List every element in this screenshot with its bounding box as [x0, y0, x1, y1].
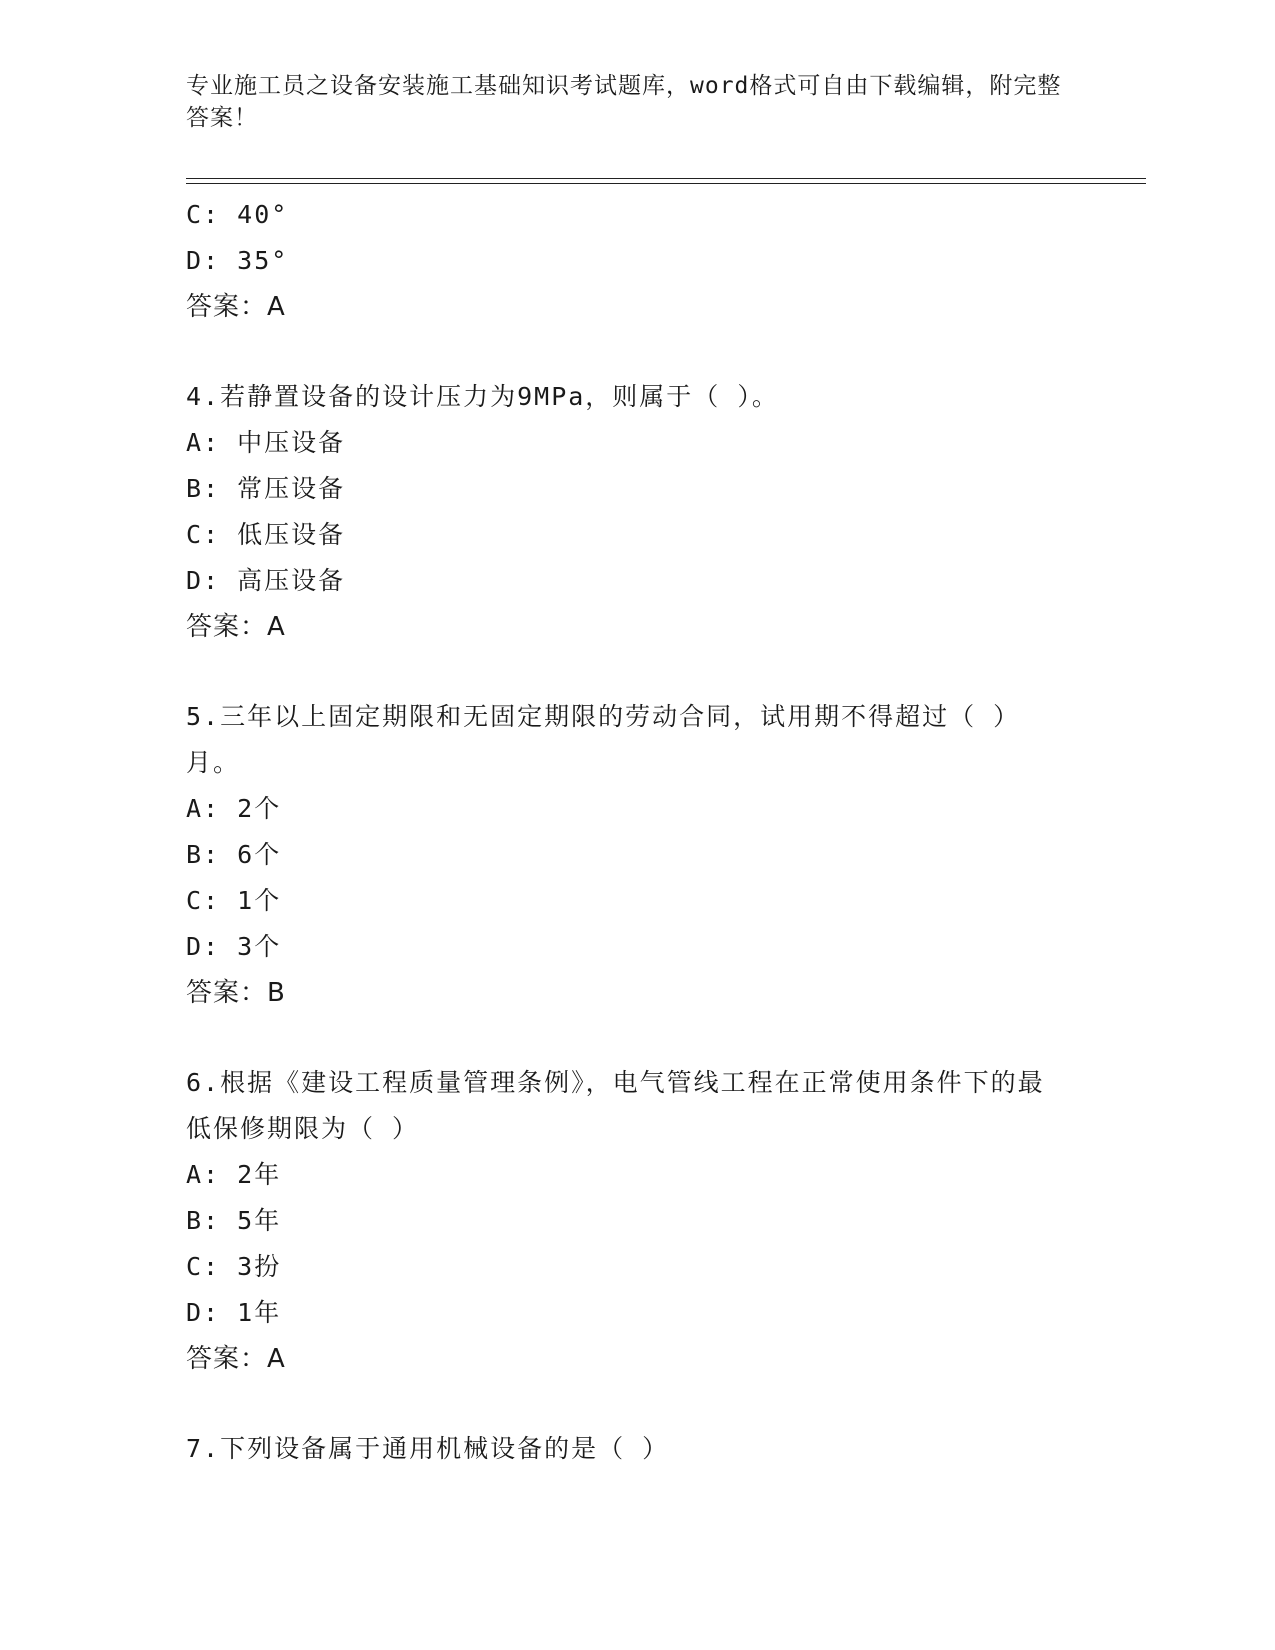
- answer-line: 答案：A: [186, 292, 286, 322]
- option-b: B: 6个: [186, 840, 282, 869]
- option-c: C: 1个: [186, 886, 282, 915]
- option-a: A: 2个: [186, 794, 282, 823]
- answer-line: 答案：B: [186, 978, 286, 1008]
- document-header: 专业施工员之设备安装施工基础知识考试题库，word格式可自由下载编辑，附完整答案！: [186, 73, 1062, 131]
- option-d: D: 3个: [186, 932, 282, 961]
- option-c: C: 40°: [186, 200, 289, 229]
- option-a: A: 中压设备: [186, 428, 346, 457]
- header-rule-bottom: [186, 183, 1146, 184]
- answer-line: 答案：A: [186, 612, 286, 642]
- option-d: D: 1年: [186, 1298, 282, 1327]
- option-c: C: 3扮: [186, 1252, 282, 1281]
- question-text: 4.若静置设备的设计压力为9MPa，则属于（ ）。: [186, 382, 779, 411]
- question-text: 7.下列设备属于通用机械设备的是（ ）: [186, 1434, 670, 1463]
- question-text: 5.三年以上固定期限和无固定期限的劳动合同，试用期不得超过（ ）月。: [186, 702, 1021, 777]
- option-b: B: 5年: [186, 1206, 282, 1235]
- option-d: D: 高压设备: [186, 566, 346, 595]
- option-b: B: 常压设备: [186, 474, 346, 503]
- option-a: A: 2年: [186, 1160, 282, 1189]
- document-body: [186, 192, 1086, 1472]
- question-text: 6.根据《建设工程质量管理条例》，电气管线工程在正常使用条件下的最低保修期限为（ ）: [186, 1068, 1045, 1143]
- answer-line: 答案：A: [186, 1344, 286, 1374]
- option-d: D: 35°: [186, 246, 289, 275]
- option-c: C: 低压设备: [186, 520, 346, 549]
- header-rule-top: [186, 178, 1146, 179]
